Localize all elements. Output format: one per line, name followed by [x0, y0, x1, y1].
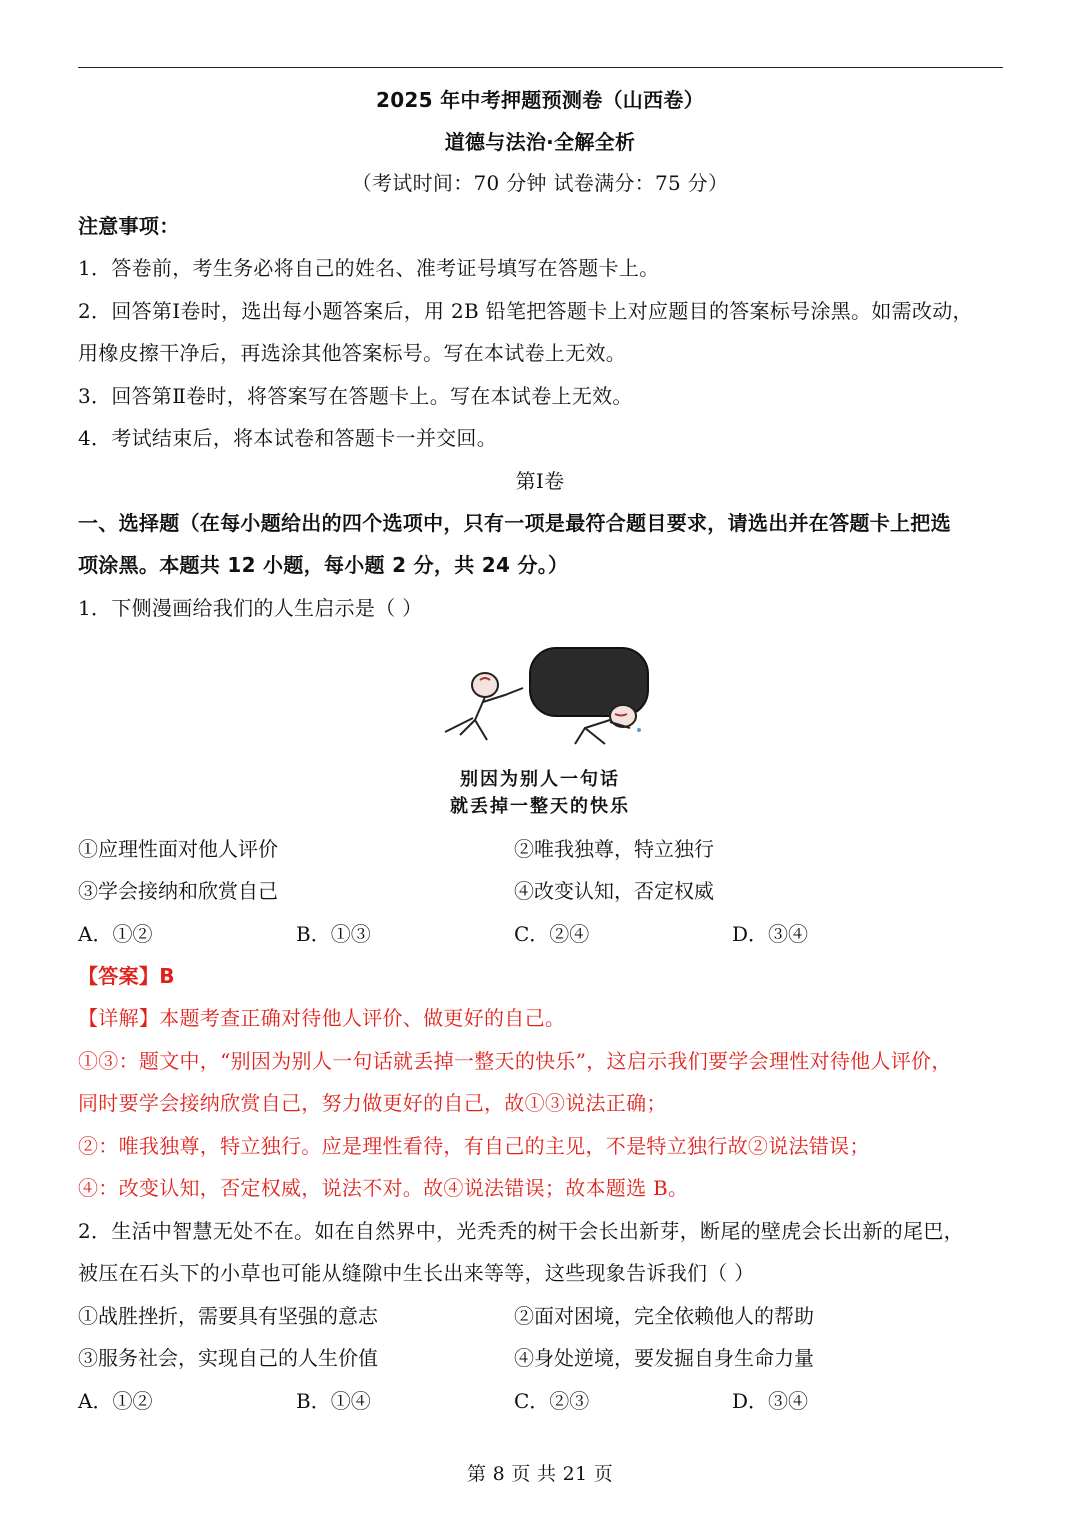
- q2-stem: 2．生活中智慧无处不在。如在自然界中，光秃秃的树干会长出新芽，断尾的壁虎会长出新的尾巴，: [78, 1219, 964, 1243]
- q1-answer: 【答案】B: [78, 964, 175, 988]
- notice-item-1: 1．答卷前，考生务必将自己的姓名、准考证号填写在答题卡上。: [78, 256, 660, 280]
- q1-statement-3: ③学会接纳和欣赏自己: [78, 879, 278, 903]
- q2-option-c: C．②③: [514, 1389, 590, 1413]
- q1-explanation-1-cont: 同时要学会接纳欣赏自己，努力做更好的自己，故①③说法正确；: [78, 1091, 667, 1115]
- q1-statement-1: ①应理性面对他人评价: [78, 837, 278, 861]
- q1-option-b: B．①③: [296, 922, 371, 946]
- notice-item-2: 2．回答第Ⅰ卷时，选出每小题答案后，用 2B 铅笔把答题卡上对应题目的答案标号涂黑。如需改动，: [78, 299, 973, 323]
- q1-stem: 1．下侧漫画给我们的人生启示是（ ）: [78, 596, 423, 620]
- q1-statement-4: ④改变认知，否定权威: [514, 879, 714, 903]
- comic-caption-line-2: 就丢掉一整天的快乐: [450, 796, 630, 817]
- q2-statement-4: ④身处逆境，要发掘自身生命力量: [514, 1346, 814, 1370]
- q1-statement-2: ②唯我独尊，特立独行: [514, 837, 714, 861]
- q1-explanation-3: ④：改变认知，否定权威，说法不对。故④说法错误；故本题选 B。: [78, 1176, 689, 1200]
- q1-explanation-1: ①③：题文中，“别因为别人一句话就丢掉一整天的快乐”，这启示我们要学会理性对待他人评价，: [78, 1049, 952, 1073]
- paper-title: 2025 年中考押题预测卷（山西卷）: [375, 88, 705, 112]
- q2-statement-2: ②面对困境，完全依赖他人的帮助: [514, 1304, 814, 1328]
- q1-explanation-2: ②：唯我独尊，特立独行。应是理性看待，有自己的主见，不是特立独行故②说法错误；: [78, 1134, 870, 1158]
- q2-option-b: B．①④: [296, 1389, 371, 1413]
- q1-option-d: D．③④: [732, 922, 809, 946]
- section-title: 一、选择题（在每小题给出的四个选项中，只有一项是最符合题目要求，请选出并在答题卡上把选: [78, 511, 951, 535]
- q2-option-d: D．③④: [732, 1389, 809, 1413]
- q1-option-a: A．①②: [78, 922, 153, 946]
- page-footer: 第 8 页 共 21 页: [466, 1463, 614, 1485]
- stick-figure-pointing-icon: [445, 673, 523, 740]
- q2-statement-1: ①战胜挫折，需要具有坚强的意志: [78, 1304, 378, 1328]
- comic-illustration: [425, 640, 665, 750]
- q2-option-a: A．①②: [78, 1389, 153, 1413]
- volume-heading: 第Ⅰ卷: [515, 469, 565, 493]
- notice-item-2-cont: 用橡皮擦干净后，再选涂其他答案标号。写在本试卷上无效。: [78, 341, 627, 365]
- q1-option-c: C．②④: [514, 922, 590, 946]
- section-title-cont: 项涂黑。本题共 12 小题，每小题 2 分，共 24 分。）: [78, 553, 569, 577]
- q2-statement-3: ③服务社会，实现自己的人生价值: [78, 1346, 378, 1370]
- exam-info: （考试时间：70 分钟 试卷满分：75 分）: [351, 171, 729, 195]
- paper-subtitle: 道德与法治·全解全析: [444, 130, 636, 154]
- notice-item-4: 4．考试结束后，将本试卷和答题卡一并交回。: [78, 426, 498, 450]
- notice-heading: 注意事项：: [78, 214, 180, 238]
- q2-stem-cont: 被压在石头下的小草也可能从缝隙中生长出来等等，这些现象告诉我们（ ）: [78, 1261, 755, 1285]
- comic-caption-line-1: 别因为别人一句话: [460, 769, 620, 790]
- header-rule: [78, 67, 1003, 68]
- notice-item-3: 3．回答第Ⅱ卷时，将答案写在答题卡上。写在本试卷上无效。: [78, 384, 633, 408]
- q1-detail: 【详解】本题考查正确对待他人评价、做更好的自己。: [78, 1006, 566, 1030]
